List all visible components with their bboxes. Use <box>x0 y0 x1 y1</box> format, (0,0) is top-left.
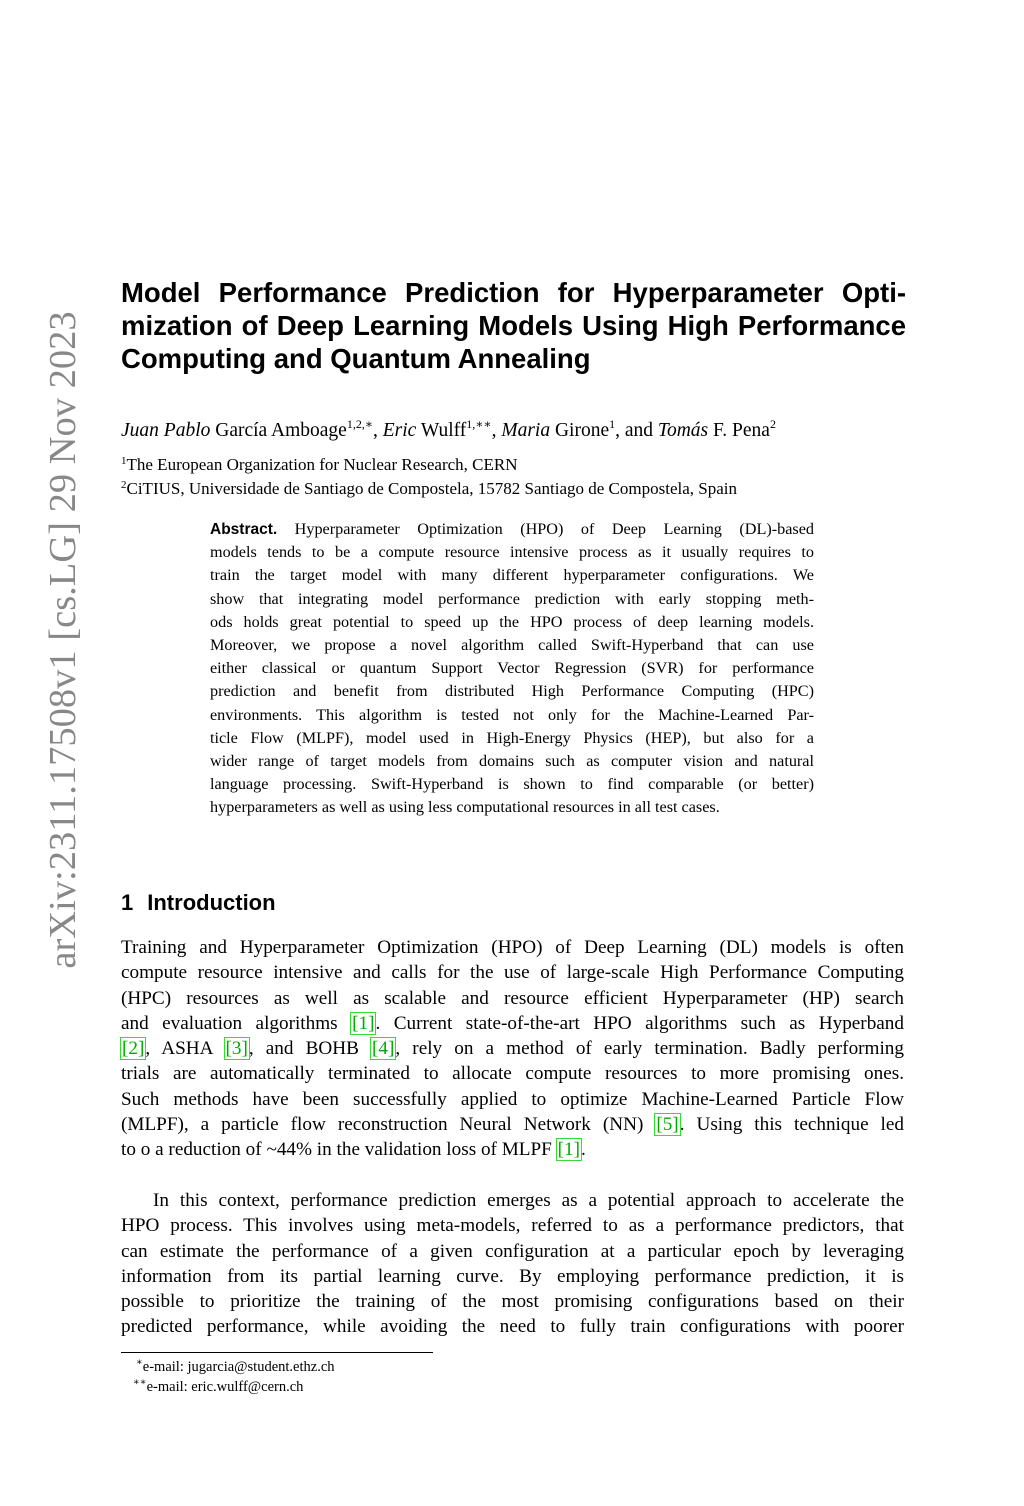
title-line: Computing and Quantum Annealing <box>121 343 591 374</box>
title-line: Model Performance Prediction for Hyperparameter Opti- <box>121 277 906 308</box>
affiliation-text: CiTIUS, Universidade de Santiago de Compostela, 15782 Santiago de Compostela, Spain <box>126 479 737 498</box>
paragraph-line <box>121 1137 904 1162</box>
author-list <box>121 418 776 444</box>
paragraph-line <box>121 1112 904 1137</box>
abstract-line: language processing. Swift-Hyperband is shown to find comparable (or better) <box>210 775 814 794</box>
abstract-line: Moreover, we propose a novel algorithm called Swift-Hyperband that can use <box>210 636 814 655</box>
author-last-name: García Amboage <box>215 420 347 441</box>
footnote-mark: ∗ <box>136 1357 143 1368</box>
abstract-line: ods holds great potential to speed up the HPO process of deep learning models. <box>210 612 814 631</box>
citation-link[interactable]: [3] <box>225 1038 248 1060</box>
affiliation <box>121 478 737 500</box>
citation-link[interactable]: [1] <box>352 1012 375 1034</box>
arxiv-sidebar <box>40 268 86 1013</box>
text-run: to o a reduction of ~44% in the validation loss of MLPF <box>121 1139 557 1161</box>
paragraph-line: compute resource intensive and calls for the use of large-scale High Performance Computing <box>121 962 904 984</box>
text-run: . Using this technique led <box>679 1114 904 1136</box>
text-run: , rely on a method of early termination. Badly performing <box>395 1038 904 1060</box>
text-run: . <box>581 1139 586 1161</box>
author-first-name: Tomás <box>657 420 709 441</box>
text-run: and evaluation algorithms <box>121 1012 352 1034</box>
title-line: mization of Deep Learning Models Using High Performance <box>121 310 906 341</box>
section-number: 1 <box>121 890 134 915</box>
author-separator: , <box>491 420 497 441</box>
abstract-line <box>210 518 814 541</box>
author-marks: 1 <box>609 417 616 431</box>
author-separator: , <box>372 420 378 441</box>
footnote-text: e-mail: jugarcia@student.ethz.ch <box>142 1359 335 1375</box>
footnote <box>136 1357 335 1377</box>
abstract-line: models tends to be a compute resource intensive process as it usually requires to <box>210 543 814 562</box>
arxiv-identifier: arXiv:2311.17508v1 [cs.LG] 29 Nov 2023 <box>42 311 84 969</box>
author-marks: 1,2,∗ <box>346 417 373 431</box>
abstract-line: environments. This algorithm is tested not only for the Machine-Learned Par- <box>210 705 814 724</box>
author-last-name: F. Pena <box>713 420 770 441</box>
paragraph-line: information from its partial learning curve. By employing performance prediction, it is <box>121 1265 904 1287</box>
author-separator: , and <box>615 420 654 441</box>
paragraph-line: predicted performance, while avoiding the need to fully train configurations with poorer <box>121 1316 904 1338</box>
paragraph-line: Training and Hyperparameter Optimization (HPO) of Deep Learning (DL) models is often <box>121 937 904 958</box>
author-marks: 1,∗∗ <box>466 417 492 431</box>
text-run: , and BOHB <box>248 1038 372 1060</box>
intro-paragraph-1 <box>121 935 904 1163</box>
paragraph-line <box>121 1036 904 1061</box>
section-title: Introduction <box>147 890 276 915</box>
abstract-text: Hyperparameter Optimization (HPO) of Deep Learning (DL)-based <box>277 520 814 538</box>
affiliation-text: The European Organization for Nuclear Research, CERN <box>126 455 518 474</box>
author-last-name: Girone <box>554 420 610 441</box>
footnote-text: e-mail: eric.wulff@cern.ch <box>146 1379 304 1395</box>
footnote-divider <box>121 1352 433 1353</box>
citation-link[interactable]: [5] <box>656 1114 679 1136</box>
abstract <box>210 518 814 820</box>
footnote-mark: ∗∗ <box>133 1377 147 1388</box>
text-run: . Current state-of-the-art HPO algorithms such as Hyperband <box>375 1012 904 1034</box>
paragraph-line: (HPC) resources as well as scalable and resource efficient Hyperparameter (HP) search <box>121 987 904 1009</box>
abstract-line: show that integrating model performance prediction with early stopping meth- <box>210 589 814 608</box>
affiliation-mark: 2 <box>121 479 127 491</box>
text-run: (MLPF), a particle flow reconstruction Neural Network (NN) <box>121 1114 656 1136</box>
author-first-name: Juan Pablo <box>121 420 211 441</box>
author-last-name: Wulff <box>420 420 467 441</box>
section-heading <box>121 888 276 918</box>
footnote <box>133 1377 303 1397</box>
paragraph-line: In this context, performance prediction emerges as a potential approach to accelerate the <box>153 1190 904 1211</box>
text-run: , ASHA <box>145 1038 225 1060</box>
abstract-line: prediction and benefit from distributed High Performance Computing (HPC) <box>210 682 814 701</box>
abstract-line: wider range of target models from domains such as computer vision and natural <box>210 752 814 771</box>
citation-link[interactable]: [4] <box>372 1038 395 1060</box>
citation-link[interactable]: [2] <box>122 1038 145 1060</box>
author-first-name: Eric <box>382 420 417 441</box>
abstract-line: either classical or quantum Support Vector Regression (SVR) for performance <box>210 659 814 678</box>
intro-paragraph-2 <box>121 1188 904 1340</box>
paper-title <box>121 276 906 375</box>
citation-link[interactable]: [1] <box>557 1139 581 1161</box>
affiliation <box>121 454 518 476</box>
paragraph-line: possible to prioritize the training of the most promising configurations based on their <box>121 1291 904 1313</box>
paragraph-line <box>121 1011 904 1036</box>
abstract-line: ticle Flow (MLPF), model used in High-Energy Physics (HEP), but also for a <box>210 728 814 747</box>
author-first-name: Maria <box>501 420 551 441</box>
abstract-line: hyperparameters as well as using less computational resources in all test cases. <box>210 798 720 817</box>
abstract-line: train the target model with many different hyperparameter configurations. We <box>210 566 814 585</box>
paragraph-line: trials are automatically terminated to allocate compute resources to more promising ones. <box>121 1063 904 1085</box>
affiliation-mark: 1 <box>121 455 127 467</box>
paragraph-line: HPO process. This involves using meta-models, referred to as a performance predictors, that <box>121 1215 904 1237</box>
paragraph-line: Such methods have been successfully applied to optimize Machine-Learned Particle Flow <box>121 1088 904 1110</box>
author-marks: 2 <box>769 417 776 431</box>
paragraph-line: can estimate the performance of a given configuration at a particular epoch by leveraging <box>121 1240 904 1262</box>
abstract-label: Abstract. <box>210 521 278 538</box>
